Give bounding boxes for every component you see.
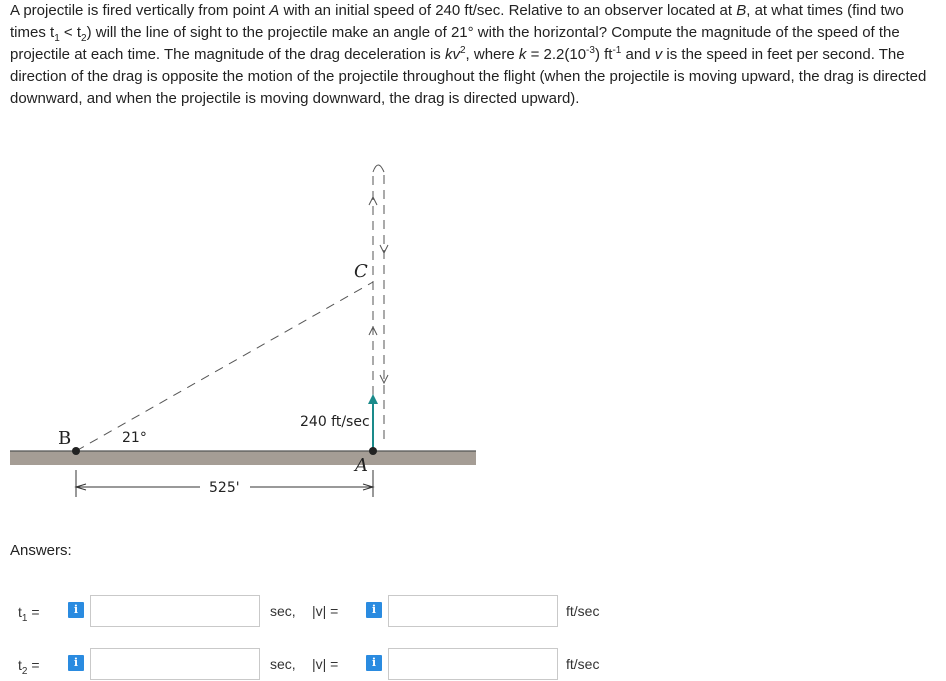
trajectory-apex (373, 165, 384, 172)
answer-row-t2 (0, 647, 946, 681)
t2-input[interactable] (90, 648, 260, 680)
v2-input[interactable] (388, 648, 558, 680)
t2-label: $t_2$ = (18, 657, 40, 677)
label-a: A (355, 455, 368, 476)
t1-input[interactable] (90, 595, 260, 627)
info-icon[interactable]: i (366, 602, 382, 618)
label-b: B (58, 428, 72, 449)
sec-unit-label: sec, (270, 603, 296, 619)
speed-label: 240 ft/sec (300, 414, 370, 430)
label-c: C (354, 261, 368, 282)
sec-unit-label: sec, (270, 656, 296, 672)
answer-row-t1 (0, 594, 946, 628)
t1-label: $t_1$ = (18, 604, 40, 624)
ftsec-unit-label: ft/sec (566, 603, 600, 619)
info-icon[interactable]: i (68, 655, 84, 671)
angle-label: 21° (122, 430, 147, 446)
distance-label: 525' (209, 480, 240, 496)
speed-magnitude-label: |v| = (312, 656, 339, 672)
speed-magnitude-label: |v| = (312, 603, 339, 619)
info-icon[interactable]: i (366, 655, 382, 671)
point-a (369, 447, 377, 455)
ground-surface (10, 451, 476, 465)
v1-input[interactable] (388, 595, 558, 627)
velocity-arrowhead-icon (368, 394, 378, 404)
point-b (72, 447, 80, 455)
ftsec-unit-label: ft/sec (566, 656, 600, 672)
info-icon[interactable]: i (68, 602, 84, 618)
answers-label: Answers: (10, 542, 72, 559)
problem-text: A projectile is fired vertically from point A with an initial speed of 240 ft/sec. Relative to an observer located at B, at what times (find two times $t_1 < t_2$) will the line of sight to the projectile make an angle of 21° with the horizontal? Compute the magnitude of the speed of the projectile at each time. The magnitude of the drag deceleration is $kv^2$, where $k = 2.2(10^{-3})$ $ft^{-1}$ and v is the speed in feet per second. The direction of the drag is opposite the motion of the projectile throughout the flight (when the projectile is moving upward, the drag is directed downward, and when the projectile is moving downward, the drag is directed upward). (10, 2, 927, 107)
